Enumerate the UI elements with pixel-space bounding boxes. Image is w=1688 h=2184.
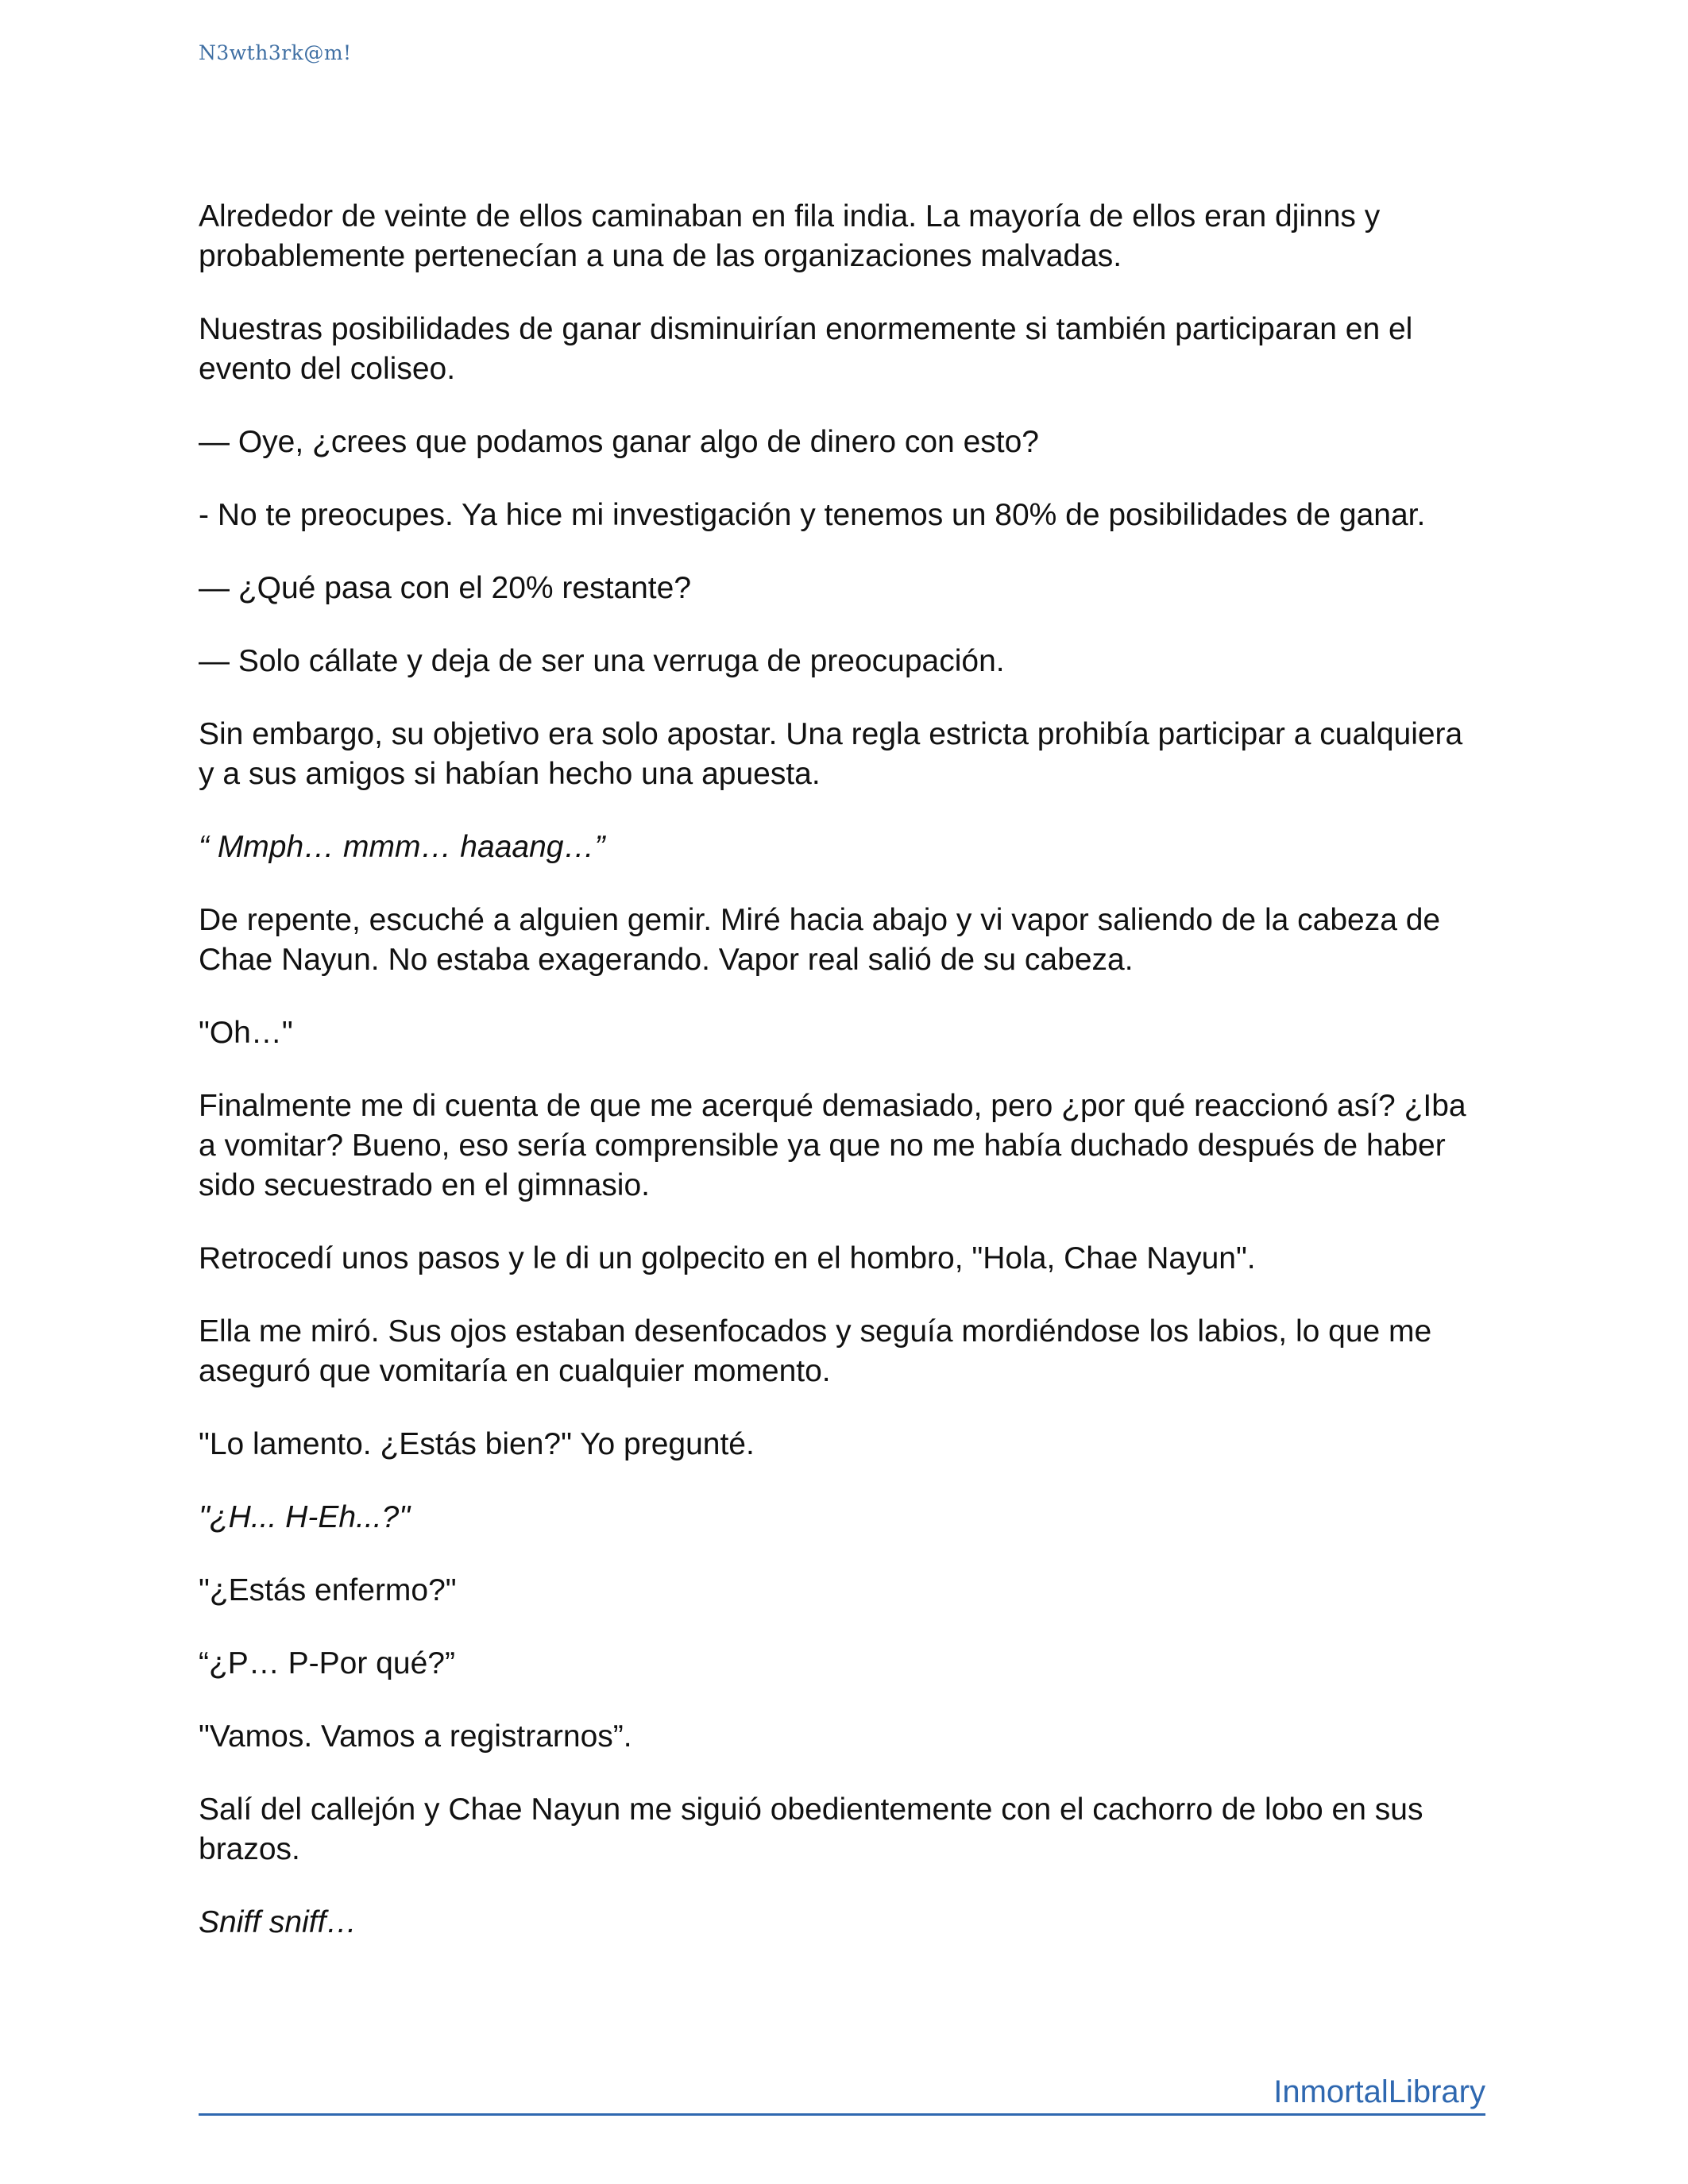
- paragraph: "¿Estás enfermo?": [199, 1573, 457, 1607]
- page-footer: [199, 2074, 1485, 2116]
- paragraph: Finalmente me di cuenta de que me acerqué demasiado, pero ¿por qué reaccionó así? ¿Iba a vomitar? Bueno, eso sería comprensible ya que no me había duchado después de haber sido secuestrado en el gimnasio.: [199, 1089, 1466, 1202]
- paragraph: Ella me miró. Sus ojos estaban desenfocados y seguía mordiéndose los labios, lo que me aseguró que vomitaría en cualquier momento.: [199, 1314, 1432, 1388]
- paragraph: — Solo cállate y deja de ser una verruga de preocupación.: [199, 644, 1005, 678]
- paragraph: — Oye, ¿crees que podamos ganar algo de dinero con esto?: [199, 425, 1039, 459]
- paragraph: "Oh…": [199, 1016, 293, 1050]
- paragraph: Retrocedí unos pasos y le di un golpecito en el hombro, "Hola, Chae Nayun".: [199, 1241, 1256, 1275]
- paragraph: “ Mmph… mmm… haaang…”: [199, 830, 605, 864]
- paragraph: — ¿Qué pasa con el 20% restante?: [199, 571, 692, 605]
- header-watermark: N3wth3rk@m!: [199, 41, 352, 64]
- paragraph: Sin embargo, su objetivo era solo apostar. Una regla estricta prohibía participar a cualquiera y a sus amigos si habían hecho una apuesta.: [199, 717, 1463, 791]
- paragraph: Nuestras posibilidades de ganar disminuirían enormemente si también participaran en el evento del coliseo.: [199, 312, 1413, 386]
- paragraph: Salí del callejón y Chae Nayun me siguió obedientemente con el cachorro de lobo en sus brazos.: [199, 1792, 1423, 1866]
- paragraph: Alrededor de veinte de ellos caminaban en fila india. La mayoría de ellos eran djinns y probablemente pertenecían a una de las organizaciones malvadas.: [199, 199, 1381, 273]
- paragraph: "Vamos. Vamos a registrarnos”.: [199, 1719, 632, 1754]
- paragraph: De repente, escuché a alguien gemir. Miré hacia abajo y vi vapor saliendo de la cabeza de Chae Nayun. No estaba exagerando. Vapor real salió de su cabeza.: [199, 903, 1441, 977]
- document-body: [199, 197, 1485, 1976]
- paragraph: Sniff sniff…: [199, 1905, 357, 1939]
- footer-link[interactable]: InmortalLibrary: [1273, 2074, 1485, 2109]
- paragraph: "¿H... H-Eh...?": [199, 1500, 411, 1534]
- footer-divider: [199, 2113, 1485, 2116]
- paragraph: "Lo lamento. ¿Estás bien?" Yo pregunté.: [199, 1427, 755, 1461]
- paragraph: - No te preocupes. Ya hice mi investigación y tenemos un 80% de posibilidades de ganar.: [199, 498, 1426, 532]
- paragraph: “¿P… P-Por qué?”: [199, 1646, 455, 1680]
